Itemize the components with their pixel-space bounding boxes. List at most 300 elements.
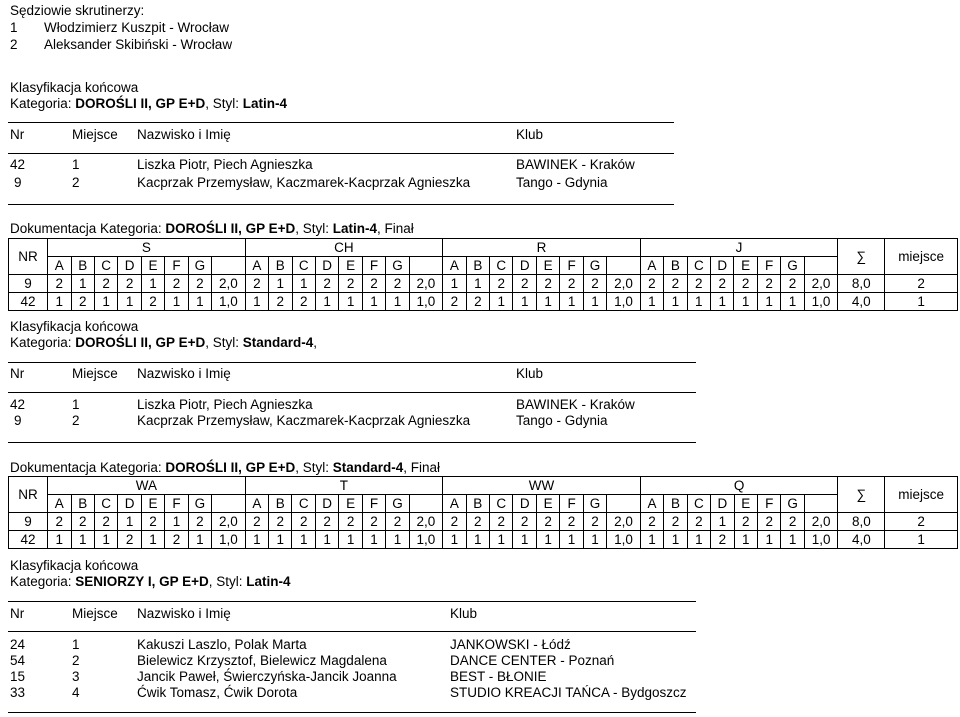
dance-place: 1,0 bbox=[212, 531, 245, 549]
classification-label: Klasyfikacja końcowa bbox=[10, 319, 139, 334]
result-club: Tango - Gdynia bbox=[516, 175, 608, 190]
judge-mark: 1 bbox=[386, 531, 409, 549]
dance-place: 2,0 bbox=[607, 275, 640, 293]
judge-mark: 1 bbox=[245, 293, 268, 311]
judge-mark: 1 bbox=[48, 531, 71, 549]
header-sum: ∑ bbox=[838, 239, 885, 275]
result-place: 2 bbox=[72, 413, 80, 428]
divider bbox=[8, 153, 674, 154]
judge-mark: 2 bbox=[386, 513, 409, 531]
couple-nr: 9 bbox=[9, 275, 48, 293]
result-club: JANKOWSKI - Łódź bbox=[450, 637, 571, 652]
judge-letter: C bbox=[94, 257, 117, 275]
judge-name: Włodzimierz Kuszpit - Wrocław bbox=[44, 20, 230, 35]
judge-mark: 1 bbox=[513, 293, 536, 311]
judge-mark: 1 bbox=[443, 275, 466, 293]
style-suffix: , bbox=[313, 335, 317, 350]
header-name: Nazwisko i Imię bbox=[137, 366, 231, 381]
judge-letter: C bbox=[490, 257, 513, 275]
judge-mark: 2 bbox=[386, 275, 409, 293]
dance-place: 1,0 bbox=[804, 531, 838, 549]
judge-letter: E bbox=[339, 495, 362, 513]
judge-mark: 1 bbox=[560, 531, 583, 549]
judge-letter: G bbox=[386, 257, 409, 275]
judge-letter: B bbox=[466, 257, 489, 275]
header-dance: WW bbox=[443, 477, 641, 495]
judge-mark: 2 bbox=[269, 293, 292, 311]
judge-mark: 1 bbox=[757, 293, 780, 311]
judge-mark: 2 bbox=[245, 513, 268, 531]
judge-mark: 2 bbox=[513, 513, 536, 531]
judge-letter: A bbox=[443, 257, 466, 275]
couple-nr: 42 bbox=[9, 293, 48, 311]
judge-letter: C bbox=[687, 257, 710, 275]
judge-letter: A bbox=[245, 257, 268, 275]
doc-style-prefix: , Styl: bbox=[295, 221, 333, 236]
judge-letter: F bbox=[758, 495, 781, 513]
dance-place: 2,0 bbox=[607, 513, 641, 531]
judge-mark: 1 bbox=[71, 275, 94, 293]
judge-letter: G bbox=[188, 257, 211, 275]
judge-mark: 2 bbox=[513, 275, 536, 293]
judge-mark: 2 bbox=[687, 275, 710, 293]
style-name: Standard-4 bbox=[242, 335, 314, 350]
category-prefix: Kategoria: bbox=[10, 96, 76, 111]
judge-letter: A bbox=[640, 257, 663, 275]
judge-letter: E bbox=[141, 257, 164, 275]
result-name: Liszka Piotr, Piech Agnieszka bbox=[137, 157, 313, 172]
judge-letter: A bbox=[48, 495, 71, 513]
result-nr: 9 bbox=[14, 413, 22, 428]
judge-mark: 2 bbox=[781, 513, 804, 531]
header-nr: Nr bbox=[10, 606, 25, 621]
judge-mark: 2 bbox=[687, 513, 710, 531]
result-name: Kacprzak Przemysław, Kaczmarek-Kacprzak Agnieszka bbox=[137, 175, 471, 190]
judge-mark: 2 bbox=[781, 275, 804, 293]
judge-mark: 1 bbox=[339, 531, 362, 549]
judge-mark: 2 bbox=[711, 275, 734, 293]
doc-category: DOROŚLI II, GP E+D bbox=[165, 221, 296, 236]
header-dance: R bbox=[443, 239, 641, 257]
header-place: miejsce bbox=[885, 239, 958, 275]
couple-row bbox=[9, 531, 958, 549]
judge-mark: 1 bbox=[315, 293, 338, 311]
judge-mark: 1 bbox=[734, 531, 757, 549]
judge-mark: 2 bbox=[269, 513, 292, 531]
doc-style: Latin-4 bbox=[332, 221, 378, 236]
judge-mark: 1 bbox=[781, 293, 804, 311]
judge-letter: E bbox=[536, 495, 559, 513]
judge-mark: 1 bbox=[386, 293, 409, 311]
header-sum: ∑ bbox=[838, 477, 885, 513]
judge-mark: 1 bbox=[362, 293, 385, 311]
result-name: Ćwik Tomasz, Ćwik Dorota bbox=[137, 685, 298, 700]
judge-mark: 2 bbox=[757, 275, 780, 293]
judge-mark: 1 bbox=[269, 531, 292, 549]
judge-letter: F bbox=[165, 257, 188, 275]
judge-mark: 2 bbox=[362, 275, 385, 293]
header-dance: CH bbox=[245, 239, 443, 257]
header-name: Nazwisko i Imię bbox=[137, 606, 231, 621]
judge-mark: 2 bbox=[315, 513, 338, 531]
judge-mark: 1 bbox=[711, 293, 734, 311]
judge-mark: 2 bbox=[292, 293, 315, 311]
divider bbox=[8, 712, 696, 713]
judge-mark: 1 bbox=[269, 275, 292, 293]
dance-place: 1,0 bbox=[409, 293, 442, 311]
judge-mark: 2 bbox=[141, 293, 164, 311]
judge-mark: 1 bbox=[362, 531, 385, 549]
judge-mark: 2 bbox=[71, 293, 94, 311]
judge-mark: 2 bbox=[664, 513, 687, 531]
judge-mark: 1 bbox=[118, 293, 141, 311]
judge-mark: 1 bbox=[640, 293, 663, 311]
judge-letter: G bbox=[781, 257, 804, 275]
dance-place-header bbox=[409, 257, 442, 275]
documentation-title bbox=[10, 221, 414, 237]
judge-mark: 1 bbox=[165, 293, 188, 311]
judge-letter: F bbox=[560, 495, 583, 513]
couple-nr: 42 bbox=[9, 531, 48, 549]
judge-mark: 1 bbox=[536, 531, 559, 549]
judge-mark: 1 bbox=[94, 531, 117, 549]
header-club: Klub bbox=[516, 127, 544, 142]
judge-letter: C bbox=[687, 495, 710, 513]
judge-mark: 2 bbox=[536, 275, 559, 293]
judge-mark: 2 bbox=[560, 275, 583, 293]
final-place: 1 bbox=[885, 531, 958, 549]
style-name: Latin-4 bbox=[242, 96, 287, 111]
judge-mark: 2 bbox=[118, 531, 141, 549]
judge-mark: 2 bbox=[734, 513, 757, 531]
sum-value: 8,0 bbox=[838, 513, 885, 531]
couple-row bbox=[9, 275, 958, 293]
result-place: 3 bbox=[72, 669, 80, 684]
sum-value: 8,0 bbox=[838, 275, 885, 293]
dance-place: 2,0 bbox=[804, 275, 837, 293]
judge-mark: 2 bbox=[165, 275, 188, 293]
result-nr: 42 bbox=[10, 397, 26, 412]
result-name: Liszka Piotr, Piech Agnieszka bbox=[137, 397, 313, 412]
judge-mark: 1 bbox=[513, 531, 536, 549]
dance-place-header bbox=[804, 257, 837, 275]
result-name: Bielewicz Krzysztof, Bielewicz Magdalena bbox=[137, 653, 387, 668]
doc-suffix: , Finał bbox=[403, 460, 441, 475]
judge-mark: 2 bbox=[443, 513, 466, 531]
divider bbox=[8, 362, 696, 363]
judge-mark: 1 bbox=[339, 293, 362, 311]
dance-place: 2,0 bbox=[212, 513, 245, 531]
dance-place: 1,0 bbox=[212, 293, 246, 311]
header-dance: Q bbox=[640, 477, 838, 495]
judge-mark: 1 bbox=[292, 275, 315, 293]
result-place: 1 bbox=[72, 157, 80, 172]
category-name: DOROŚLI II, GP E+D bbox=[75, 335, 206, 350]
divider bbox=[8, 601, 696, 602]
judge-mark: 2 bbox=[711, 531, 734, 549]
judge-mark: 1 bbox=[583, 531, 606, 549]
result-name: Jancik Paweł, Świerczyńska-Jancik Joanna bbox=[137, 669, 397, 684]
judge-mark: 2 bbox=[94, 513, 117, 531]
judge-mark: 1 bbox=[141, 275, 164, 293]
dance-place-header bbox=[607, 495, 641, 513]
judge-mark: 1 bbox=[466, 531, 489, 549]
judge-mark: 2 bbox=[315, 275, 338, 293]
header-name: Nazwisko i Imię bbox=[137, 127, 231, 142]
result-nr: 42 bbox=[10, 157, 26, 172]
style-name: Latin-4 bbox=[246, 574, 291, 589]
classification-label: Klasyfikacja końcowa bbox=[10, 558, 139, 573]
judge-letter: G bbox=[583, 495, 606, 513]
header-dance: WA bbox=[48, 477, 246, 495]
judge-letter: B bbox=[664, 495, 687, 513]
judge-mark: 2 bbox=[560, 513, 583, 531]
judge-letter: D bbox=[513, 495, 536, 513]
judge-letter: D bbox=[118, 495, 141, 513]
divider bbox=[8, 204, 674, 205]
judge-letter: E bbox=[734, 495, 757, 513]
judge-letter: B bbox=[71, 495, 94, 513]
judge-mark: 2 bbox=[758, 513, 781, 531]
dance-place: 1,0 bbox=[409, 531, 442, 549]
style-prefix: , Styl: bbox=[205, 96, 243, 111]
judge-mark: 2 bbox=[141, 513, 164, 531]
result-place: 2 bbox=[72, 653, 80, 668]
judge-letters-row bbox=[9, 257, 958, 275]
category-line bbox=[10, 574, 291, 590]
divider bbox=[8, 122, 674, 123]
judge-mark: 2 bbox=[466, 513, 489, 531]
judge-mark: 1 bbox=[664, 531, 687, 549]
judge-mark: 1 bbox=[536, 293, 559, 311]
dance-place: 1,0 bbox=[607, 531, 641, 549]
dance-place-header bbox=[212, 257, 246, 275]
judge-mark: 1 bbox=[490, 293, 513, 311]
dance-place: 1,0 bbox=[804, 293, 837, 311]
classification-label: Klasyfikacja końcowa bbox=[10, 80, 139, 95]
judge-mark: 2 bbox=[292, 513, 315, 531]
judge-number: 2 bbox=[10, 37, 18, 52]
judge-mark: 1 bbox=[71, 531, 94, 549]
judge-mark: 1 bbox=[711, 513, 734, 531]
judge-mark: 1 bbox=[560, 293, 583, 311]
judge-mark: 2 bbox=[245, 275, 268, 293]
judge-mark: 2 bbox=[165, 531, 188, 549]
judge-mark: 2 bbox=[490, 275, 513, 293]
final-results-table bbox=[8, 238, 958, 311]
style-prefix: , Styl: bbox=[205, 335, 243, 350]
category-name: DOROŚLI II, GP E+D bbox=[75, 96, 206, 111]
judge-mark: 1 bbox=[245, 531, 268, 549]
result-place: 4 bbox=[72, 685, 80, 700]
judge-mark: 1 bbox=[94, 293, 117, 311]
couple-row bbox=[9, 513, 958, 531]
header-club: Klub bbox=[516, 366, 544, 381]
judge-mark: 2 bbox=[118, 275, 141, 293]
header-dance: T bbox=[245, 477, 443, 495]
result-name: Kakuszi Laszlo, Polak Marta bbox=[137, 637, 307, 652]
dance-place-header bbox=[409, 495, 442, 513]
judge-letter: A bbox=[48, 257, 71, 275]
doc-style: Standard-4 bbox=[332, 460, 404, 475]
judge-mark: 1 bbox=[781, 531, 804, 549]
header-dance: S bbox=[48, 239, 246, 257]
header-place: miejsce bbox=[885, 477, 958, 513]
judge-letter: B bbox=[269, 257, 292, 275]
judge-letter: G bbox=[781, 495, 804, 513]
judge-letter: D bbox=[315, 495, 338, 513]
judge-mark: 2 bbox=[466, 293, 489, 311]
category-prefix: Kategoria: bbox=[10, 574, 76, 589]
category-line bbox=[10, 96, 287, 112]
dance-place-header bbox=[607, 257, 640, 275]
header-nr: Nr bbox=[10, 127, 25, 142]
doc-suffix: , Finał bbox=[377, 221, 414, 236]
judge-mark: 2 bbox=[664, 275, 687, 293]
doc-prefix: Dokumentacja Kategoria: bbox=[10, 460, 166, 475]
dance-place: 2,0 bbox=[409, 513, 442, 531]
judge-mark: 1 bbox=[292, 531, 315, 549]
judge-name: Aleksander Skibiński - Wrocław bbox=[44, 37, 233, 52]
judge-letter: F bbox=[757, 257, 780, 275]
judge-mark: 1 bbox=[443, 531, 466, 549]
sum-value: 4,0 bbox=[838, 293, 885, 311]
judge-letter: D bbox=[513, 257, 536, 275]
judge-letter: C bbox=[94, 495, 117, 513]
judge-mark: 2 bbox=[640, 275, 663, 293]
judge-mark: 1 bbox=[48, 293, 71, 311]
judge-mark: 2 bbox=[640, 513, 663, 531]
judge-letters-row bbox=[9, 495, 958, 513]
final-results-table bbox=[8, 476, 958, 549]
judge-mark: 2 bbox=[536, 513, 559, 531]
judge-letter: F bbox=[560, 257, 583, 275]
judge-mark: 1 bbox=[490, 531, 513, 549]
judge-mark: 1 bbox=[687, 293, 710, 311]
category-line bbox=[10, 335, 317, 351]
result-nr: 33 bbox=[10, 685, 26, 700]
judge-mark: 2 bbox=[48, 513, 71, 531]
judge-letter: B bbox=[269, 495, 292, 513]
dance-place: 2,0 bbox=[804, 513, 838, 531]
dance-place: 2,0 bbox=[409, 275, 442, 293]
judge-number: 1 bbox=[10, 20, 18, 35]
judge-letter: A bbox=[443, 495, 466, 513]
judge-letter: D bbox=[315, 257, 338, 275]
judge-mark: 2 bbox=[734, 275, 757, 293]
judge-letter: D bbox=[711, 257, 734, 275]
judge-letter: B bbox=[466, 495, 489, 513]
dance-place: 1,0 bbox=[607, 293, 640, 311]
category-name: SENIORZY I, GP E+D bbox=[75, 574, 209, 589]
header-nr: NR bbox=[9, 239, 48, 275]
result-club: BEST - BŁONIE bbox=[450, 669, 547, 684]
judge-mark: 1 bbox=[687, 531, 710, 549]
result-place: 2 bbox=[72, 175, 80, 190]
result-club: BAWINEK - Kraków bbox=[516, 397, 635, 412]
judge-mark: 1 bbox=[118, 513, 141, 531]
judge-letter: E bbox=[536, 257, 559, 275]
judge-letter: F bbox=[165, 495, 188, 513]
judge-letter: E bbox=[734, 257, 757, 275]
judges-title: Sędziowie skrutinerzy: bbox=[10, 3, 145, 18]
divider bbox=[8, 631, 696, 632]
result-nr: 24 bbox=[10, 637, 26, 652]
dance-place: 2,0 bbox=[212, 275, 246, 293]
result-name: Kacprzak Przemysław, Kaczmarek-Kacprzak Agnieszka bbox=[137, 413, 471, 428]
doc-style-prefix: , Styl: bbox=[295, 460, 333, 475]
dance-place-header bbox=[804, 495, 838, 513]
judge-mark: 1 bbox=[188, 293, 211, 311]
result-place: 1 bbox=[72, 397, 80, 412]
judge-letter: A bbox=[245, 495, 268, 513]
judge-letter: B bbox=[71, 257, 94, 275]
final-place: 2 bbox=[885, 275, 958, 293]
judge-mark: 1 bbox=[141, 531, 164, 549]
judge-letter: E bbox=[141, 495, 164, 513]
judge-mark: 1 bbox=[758, 531, 781, 549]
documentation-title bbox=[10, 460, 440, 476]
judge-letter: A bbox=[640, 495, 663, 513]
judge-mark: 1 bbox=[734, 293, 757, 311]
doc-category: DOROŚLI II, GP E+D bbox=[165, 460, 296, 475]
judge-letter: G bbox=[188, 495, 211, 513]
judge-letter: B bbox=[664, 257, 687, 275]
judge-mark: 2 bbox=[490, 513, 513, 531]
judge-mark: 1 bbox=[640, 531, 663, 549]
doc-prefix: Dokumentacja Kategoria: bbox=[10, 221, 166, 236]
judge-mark: 2 bbox=[188, 513, 211, 531]
judge-letter: G bbox=[583, 257, 606, 275]
result-club: STUDIO KREACJI TAŃCA - Bydgoszcz bbox=[450, 685, 687, 700]
judge-letter: F bbox=[362, 257, 385, 275]
judge-letter: G bbox=[386, 495, 409, 513]
result-club: BAWINEK - Kraków bbox=[516, 157, 635, 172]
sum-value: 4,0 bbox=[838, 531, 885, 549]
result-nr: 15 bbox=[10, 669, 26, 684]
judge-letter: D bbox=[118, 257, 141, 275]
judge-letter: E bbox=[339, 257, 362, 275]
judge-mark: 2 bbox=[443, 293, 466, 311]
result-nr: 54 bbox=[10, 653, 26, 668]
category-prefix: Kategoria: bbox=[10, 335, 76, 350]
judge-mark: 1 bbox=[165, 513, 188, 531]
divider bbox=[8, 392, 696, 393]
header-place: Miejsce bbox=[72, 127, 118, 142]
judge-mark: 2 bbox=[48, 275, 71, 293]
result-place: 1 bbox=[72, 637, 80, 652]
header-place: Miejsce bbox=[72, 606, 118, 621]
header-dance: J bbox=[640, 239, 838, 257]
judge-letter: D bbox=[711, 495, 734, 513]
final-place: 1 bbox=[885, 293, 958, 311]
result-club: DANCE CENTER - Poznań bbox=[450, 653, 615, 668]
header-club: Klub bbox=[450, 606, 478, 621]
dance-header-row bbox=[9, 239, 958, 257]
header-place: Miejsce bbox=[72, 366, 118, 381]
judge-letter: C bbox=[490, 495, 513, 513]
judge-letter: F bbox=[362, 495, 385, 513]
header-nr: Nr bbox=[10, 366, 25, 381]
judge-mark: 2 bbox=[71, 513, 94, 531]
style-prefix: , Styl: bbox=[208, 574, 247, 589]
judge-mark: 1 bbox=[466, 275, 489, 293]
judge-mark: 2 bbox=[583, 275, 606, 293]
judge-mark: 1 bbox=[664, 293, 687, 311]
final-place: 2 bbox=[885, 513, 958, 531]
result-club: Tango - Gdynia bbox=[516, 413, 608, 428]
judge-mark: 1 bbox=[188, 531, 211, 549]
